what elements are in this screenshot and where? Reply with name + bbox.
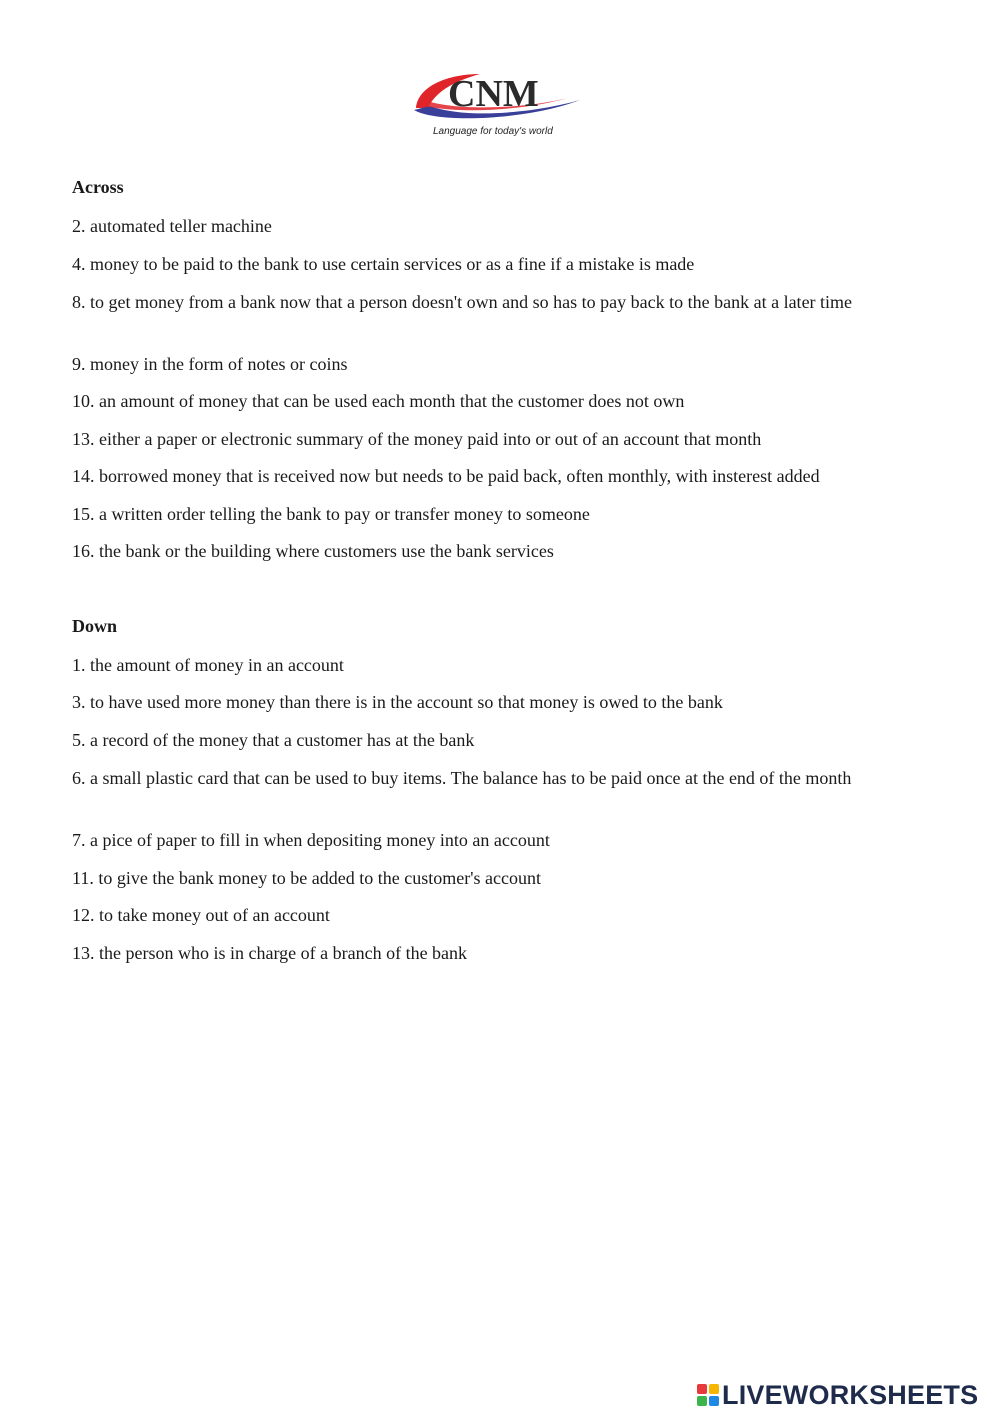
down-clue: 13. the person who is in charge of a branch of the bank xyxy=(72,943,468,963)
lw-icon-tile xyxy=(709,1384,719,1394)
logo-wordmark: CNM xyxy=(448,73,539,115)
lw-icon-tile xyxy=(697,1396,707,1406)
down-clue: 12. to take money out of an account xyxy=(72,905,330,925)
liveworksheets-brand xyxy=(697,1378,978,1412)
down-clue: 7. a pice of paper to fill in when depositing money into an account xyxy=(72,830,550,850)
across-clue: 14. borrowed money that is received now but needs to be paid back, often monthly, with insterest added xyxy=(72,466,820,486)
across-clue: 9. money in the form of notes or coins xyxy=(72,354,348,374)
down-clue: 1. the amount of money in an account xyxy=(72,655,344,675)
across-clue: 2. automated teller machine xyxy=(72,216,272,236)
across-clue: 4. money to be paid to the bank to use certain services or as a fine if a mistake is made xyxy=(72,254,695,274)
down-clue: 6. a small plastic card that can be used to buy items. The balance has to be paid once at the end of the month xyxy=(72,768,852,788)
lw-icon-tile xyxy=(709,1396,719,1406)
down-clue: 5. a record of the money that a customer has at the bank xyxy=(72,730,475,750)
across-clue: 16. the bank or the building where customers use the bank services xyxy=(72,541,554,561)
across-clue: 13. either a paper or electronic summary of the money paid into or out of an account that month xyxy=(72,429,762,449)
logo-tagline: Language for today's world xyxy=(433,126,553,137)
down-clue: 3. to have used more money than there is in the account so that money is owed to the bank xyxy=(72,692,723,712)
across-clue: 10. an amount of money that can be used each month that the customer does not own xyxy=(72,391,685,411)
down-heading: Down xyxy=(72,616,118,636)
across-clue: 15. a written order telling the bank to pay or transfer money to someone xyxy=(72,504,590,524)
liveworksheets-icon xyxy=(697,1384,719,1406)
down-clue: 11. to give the bank money to be added to the customer's account xyxy=(72,868,541,888)
across-clue: 8. to get money from a bank now that a person doesn't own and so has to pay back to the bank at a later time xyxy=(72,292,853,312)
across-heading: Across xyxy=(72,177,124,197)
lw-icon-tile xyxy=(697,1384,707,1394)
liveworksheets-wordmark: LIVEWORKSHEETS xyxy=(722,1379,979,1410)
